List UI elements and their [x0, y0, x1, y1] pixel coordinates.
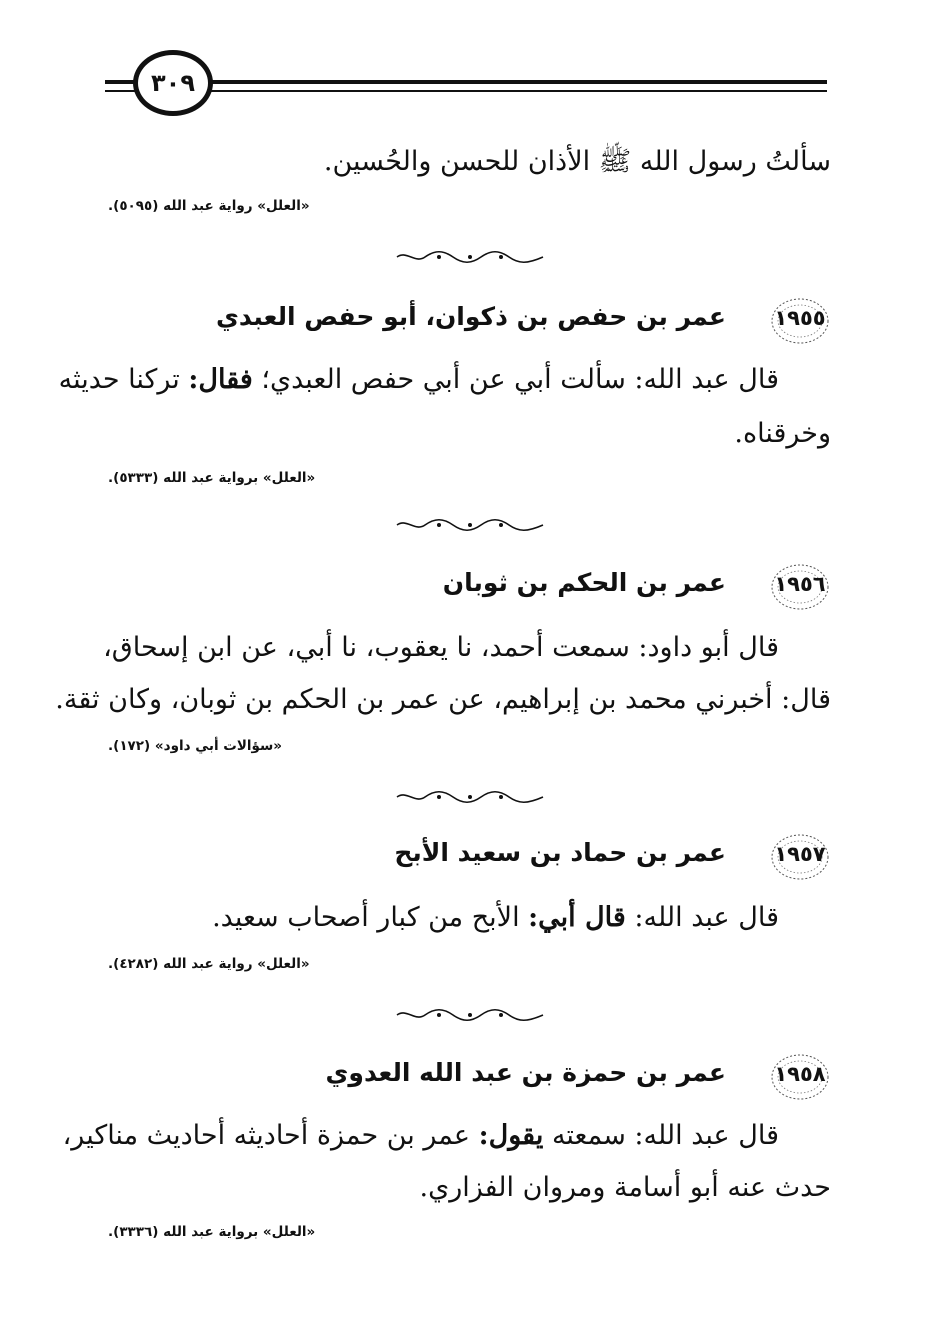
entry-source: «سؤالات أبي داود» (١٧٢). [108, 738, 282, 754]
ornament-divider-icon [395, 1008, 545, 1022]
entry-text-line: قال: أخبرني محمد بن إبراهيم، عن عمر بن الحكم بن ثوبان، وكان ثقة. [55, 684, 831, 715]
entry-heading-1957 [180, 832, 831, 888]
entry-title: عمر بن حماد بن سعيد الأبح [394, 838, 726, 867]
ornament-divider-icon [395, 250, 545, 264]
text-segment: قال عبد الله: [634, 902, 779, 933]
entry-text-line [212, 898, 779, 938]
entry-title: عمر بن الحكم بن ثوبان [442, 568, 726, 597]
ornament-divider-icon [395, 518, 545, 532]
text-segment-bold: يقول: [478, 1120, 544, 1151]
entry-text-line: حدث عنه أبو أسامة ومروان الفزاري. [419, 1172, 831, 1203]
page-number-circle [133, 50, 213, 116]
entry-number: ١٩٥٨ [774, 1062, 826, 1086]
text-segment-bold: فقال: [188, 364, 253, 395]
text-segment-bold: قال أبي: [528, 902, 626, 933]
ornament-divider-icon [395, 790, 545, 804]
entry-number: ١٩٥٥ [774, 306, 826, 330]
text-segment: تركنا حديثه [58, 364, 180, 395]
header-rule-thin [105, 90, 827, 92]
entry-title: عمر بن حفص بن ذكوان، أبو حفص العبدي [215, 302, 726, 331]
entry-heading-1956 [180, 562, 831, 618]
text-segment: عمر بن حمزة أحاديثه أحاديث مناكير، [62, 1120, 471, 1151]
entry-text-line [59, 360, 779, 400]
entry-source: «العلل» برواية عبد الله (٥٣٣٣). [108, 470, 316, 486]
entry-heading-1958 [180, 1052, 831, 1108]
text-segment: قال عبد الله: سمعته [551, 1120, 779, 1151]
text-segment: الأبح من كبار أصحاب سعيد. [212, 902, 520, 933]
text-segment: قال عبد الله: سألت أبي عن أبي حفص العبدي؛ [261, 364, 779, 395]
entry-title: عمر بن حمزة بن عبد الله العدوي [325, 1058, 726, 1087]
entry-text-line [63, 1116, 779, 1156]
entry-text-line: قال أبو داود: سمعت أحمد، نا يعقوب، نا أبي، عن ابن إسحاق، [103, 632, 779, 663]
entry-source: «العلل» برواية عبد الله (٣٣٣٦). [108, 1224, 316, 1240]
entry-text-line: وخرقناه. [734, 418, 831, 449]
entry-number: ١٩٥٧ [774, 842, 826, 866]
intro-line: سألتُ رسول الله ﷺ الأذان للحسن والحُسين. [323, 146, 831, 177]
entry-number: ١٩٥٦ [774, 572, 826, 596]
intro-source: «العلل» رواية عبد الله (٥٠٩٥). [108, 198, 310, 214]
page-number: ٣٠٩ [151, 69, 195, 97]
entry-source: «العلل» رواية عبد الله (٤٢٨٢). [108, 956, 310, 972]
header-rule [105, 80, 827, 84]
entry-heading-1955 [180, 296, 831, 352]
